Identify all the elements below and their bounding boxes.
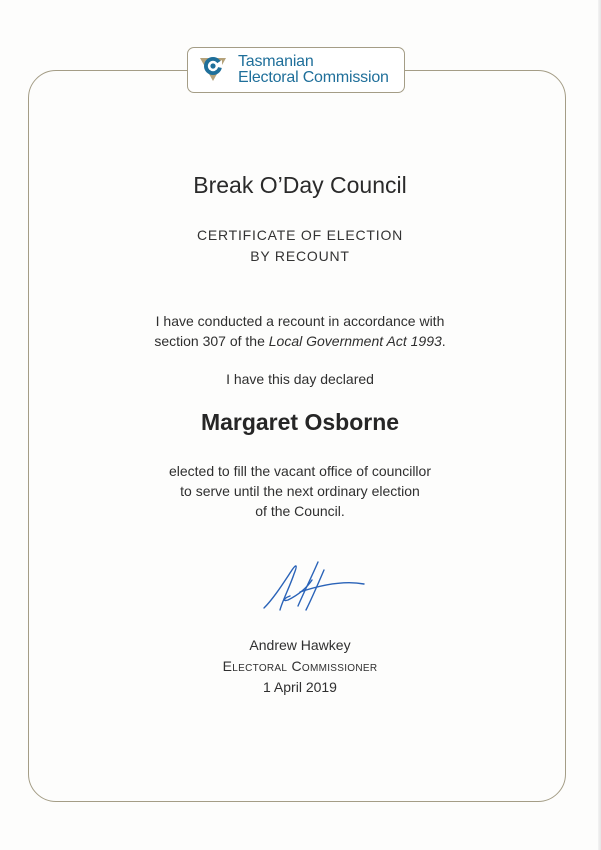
certificate-heading-line-2: BY RECOUNT (250, 248, 350, 264)
declared-statement: I have this day declared (226, 371, 374, 387)
recount-line-2-suffix: . (441, 333, 446, 349)
council-title: Break O’Day Council (193, 172, 407, 198)
logo-line-2: Electoral Commission (238, 69, 389, 86)
tec-emblem-icon (198, 54, 228, 84)
elected-name: Margaret Osborne (200, 409, 400, 435)
logo-wordmark (238, 54, 389, 86)
signatory-name: Andrew Hawkey (249, 637, 351, 653)
certificate-date: 1 April 2019 (263, 679, 337, 695)
recount-line-2-prefix: section 307 of the (154, 333, 269, 349)
logo-line-1: Tasmanian (238, 53, 314, 70)
signatory-role: Electoral Commissioner (222, 658, 378, 674)
recount-statement (30, 311, 570, 351)
recount-line-1: I have conducted a recount in accordance with (155, 313, 445, 329)
signature-image (260, 558, 370, 616)
tec-logo (187, 47, 405, 93)
elected-line-3: of the Council. (255, 503, 345, 519)
recount-line-2 (30, 331, 570, 351)
act-name: Local Government Act 1993 (268, 333, 442, 349)
elected-line-1: elected to fill the vacant office of councillor (168, 463, 431, 479)
elected-line-2: to serve until the next ordinary election (180, 483, 420, 499)
certificate-heading-line-1: CERTIFICATE OF ELECTION (196, 227, 404, 243)
elected-statement (30, 461, 570, 521)
